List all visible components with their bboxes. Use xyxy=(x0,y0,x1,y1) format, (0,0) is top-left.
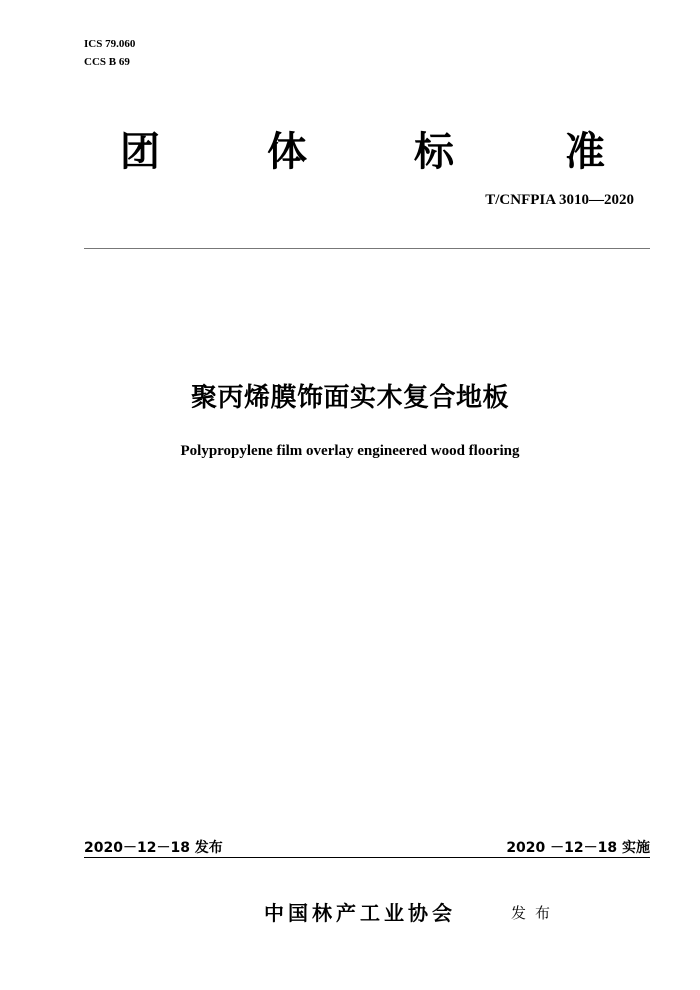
publisher-name: 中国林产工业协会 xyxy=(264,901,456,925)
doc-type-char-1: 团 xyxy=(120,129,160,175)
implementation-date: 2020 －12－18 实施 xyxy=(506,840,650,856)
ccs-code: CCS B 69 xyxy=(84,56,130,68)
document-title-chinese: 聚丙烯膜饰面实木复合地板 xyxy=(190,383,509,413)
standard-number: T/CNFPIA 3010—2020 xyxy=(485,192,634,208)
document-title-english: Polypropylene film overlay engineered wood flooring xyxy=(180,443,520,459)
publish-label: 发布 xyxy=(511,904,560,922)
issue-date: 2020－12－18 发布 xyxy=(84,840,223,856)
doc-type-char-3: 标 xyxy=(414,129,454,175)
footer-divider xyxy=(84,857,650,858)
doc-type-char-2: 体 xyxy=(267,129,307,175)
ics-code: ICS 79.060 xyxy=(84,38,136,50)
doc-type-char-4: 准 xyxy=(565,129,605,175)
header-divider xyxy=(84,248,650,249)
